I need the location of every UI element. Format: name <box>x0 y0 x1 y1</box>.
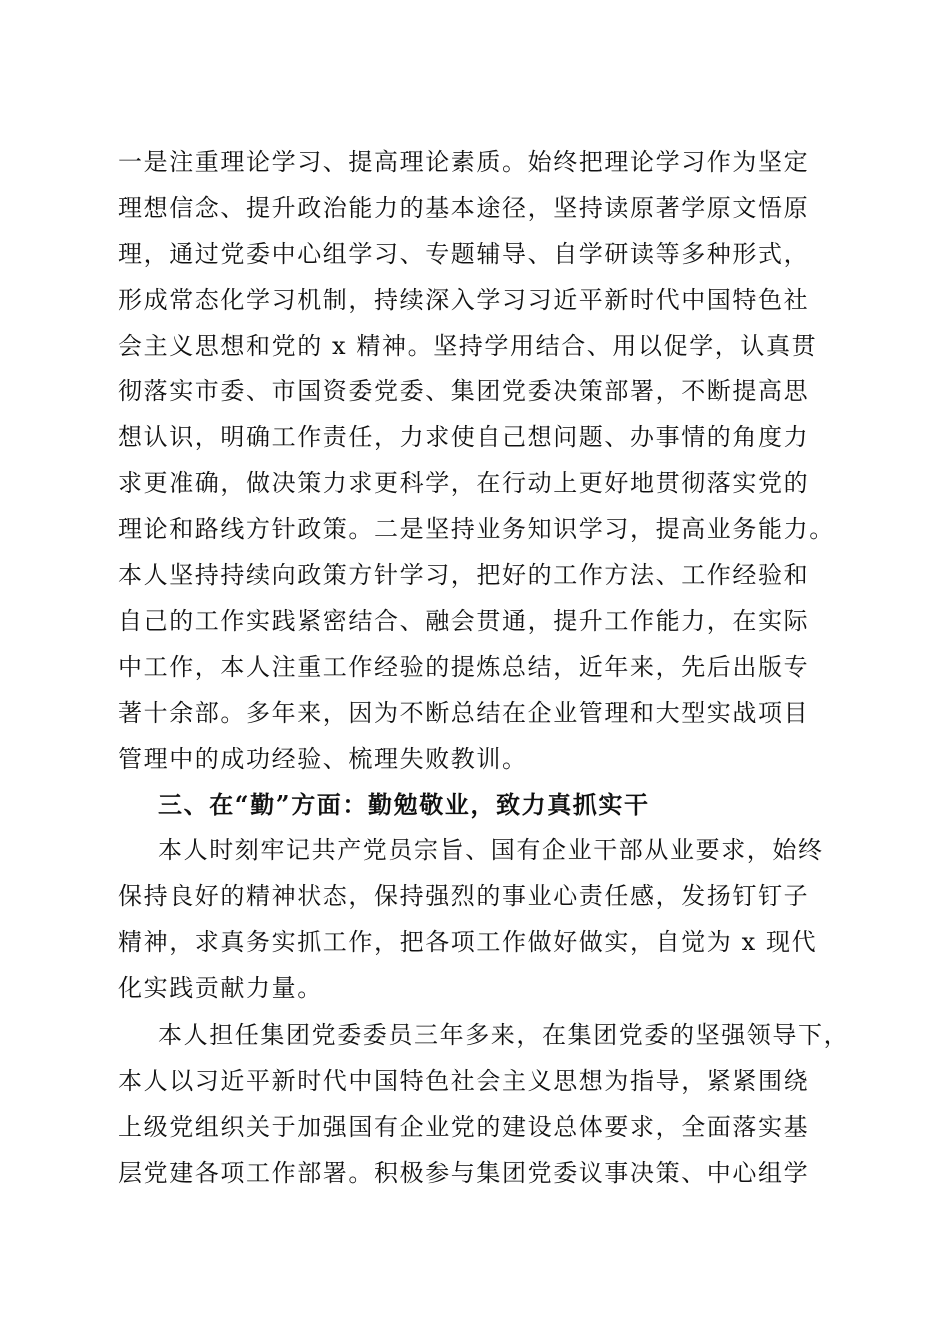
paragraph-party-committee <box>118 1013 850 1197</box>
text-line: 精神，求真务实抓工作，把各项工作做好做实，自觉为 x 现代 <box>118 927 818 956</box>
text-line: 本人坚持持续向政策方针学习，把好的工作方法、工作经验和 <box>118 561 810 590</box>
text-line: 管理中的成功经验、梳理失败教训。 <box>118 744 528 773</box>
text-line: 本人时刻牢记共产党员宗旨、国有企业干部从业要求，始终 <box>158 836 824 864</box>
section-heading: 三、在“勤”方面：勤勉敬业，致力真抓实干 <box>158 790 650 819</box>
paragraph-diligence <box>118 828 830 1012</box>
text-line: 著十余部。多年来，因为不断总结在企业管理和大型实战项目 <box>118 698 810 727</box>
text-line: 化实践贡献力量。 <box>118 973 323 1002</box>
text-line: 上级党组织关于加强国有企业党的建设总体要求，全面落实基 <box>118 1112 810 1141</box>
text-line: 求更准确，做决策力求更科学，在行动上更好地贯彻落实党的 <box>118 469 810 498</box>
text-line: 本人担任集团党委委员三年多来，在集团党委的坚强领导下， <box>158 1021 850 1049</box>
text-line: 本人以习近平新时代中国特色社会主义思想为指导，紧紧围绕 <box>118 1066 810 1095</box>
text-line: 会主义思想和党的 x 精神。坚持学用结合、用以促学，认真贯 <box>118 331 818 360</box>
text-line: 层党建各项工作部署。积极参与集团党委议事决策、中心组学 <box>118 1158 810 1187</box>
section-heading-diligence <box>118 782 830 828</box>
text-line: 理，通过党委中心组学习、专题辅导、自学研读等多种形式， <box>118 239 810 268</box>
text-line: 理论和路线方针政策。二是坚持业务知识学习，提高业务能力。 <box>118 515 835 544</box>
paragraph-theory-study <box>118 140 835 782</box>
text-line: 理想信念、提升政治能力的基本途径，坚持读原著学原文悟原 <box>118 193 810 222</box>
text-line: 一是注重理论学习、提高理论素质。始终把理论学习作为坚定 <box>118 148 810 176</box>
text-line: 自己的工作实践紧密结合、融会贯通，提升工作能力，在实际 <box>118 606 810 635</box>
text-line: 想认识，明确工作责任，力求使自己想问题、办事情的角度力 <box>118 423 810 452</box>
text-line: 形成常态化学习机制，持续深入学习习近平新时代中国特色社 <box>118 285 810 314</box>
text-line: 保持良好的精神状态，保持强烈的事业心责任感，发扬钉钉子 <box>118 881 810 910</box>
text-line: 中工作，本人注重工作经验的提炼总结，近年来，先后出版专 <box>118 652 810 681</box>
text-line: 彻落实市委、市国资委党委、集团党委决策部署，不断提高思 <box>118 377 810 406</box>
